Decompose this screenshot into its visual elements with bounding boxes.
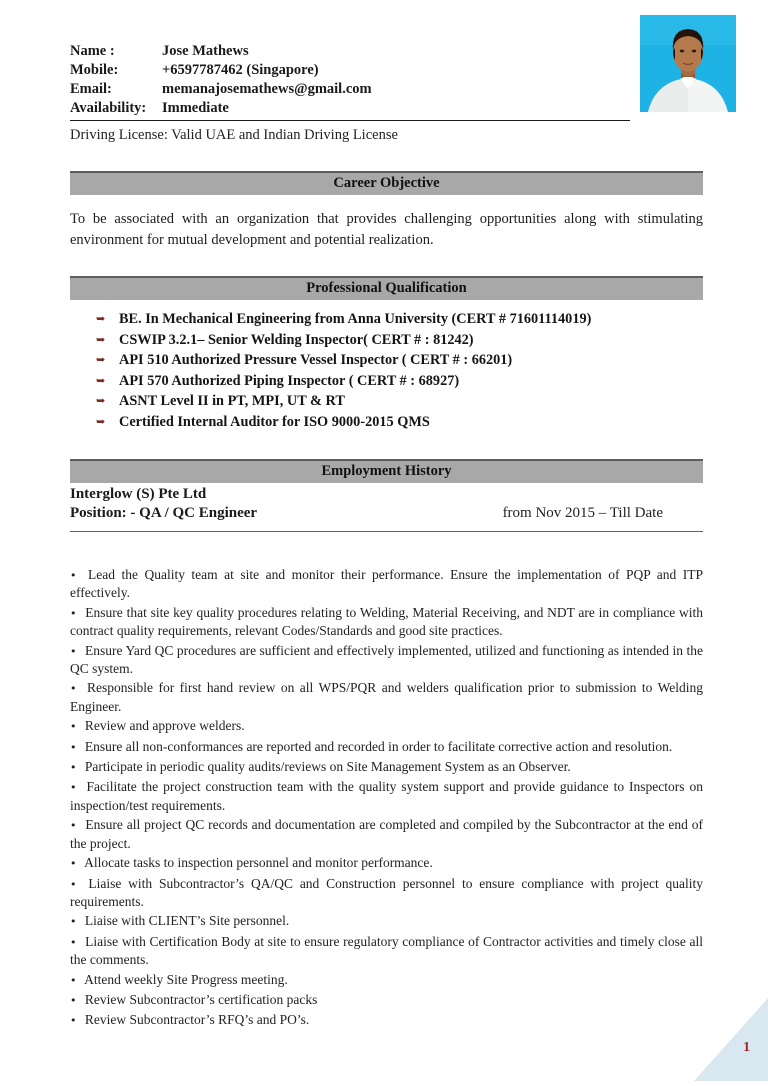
responsibility-item xyxy=(70,912,703,930)
section-header-professional-qualification: Professional Qualification xyxy=(70,276,703,300)
contact-row xyxy=(70,99,703,118)
contact-label: Availability: xyxy=(70,100,147,116)
responsibility-item xyxy=(70,933,703,969)
dot-bullet-icon: • xyxy=(70,781,77,795)
responsibility-text: Review Subcontractor’s RFQ’s and PO’s. xyxy=(84,1012,310,1028)
dot-bullet-icon: • xyxy=(70,973,77,987)
dot-bullet-icon: • xyxy=(70,569,77,582)
arrow-bullet-icon: ➥ xyxy=(96,373,106,387)
qualification-text: Certified Internal Auditor for ISO 9000-2015 QMS xyxy=(119,413,430,430)
contact-label: Mobile: xyxy=(70,62,119,78)
qualification-text: ASNT Level II in PT, MPI, UT & RT xyxy=(119,393,345,409)
employer-name: Interglow (S) Pte Ltd xyxy=(70,486,207,502)
dot-bullet-icon: • xyxy=(70,819,77,833)
qualification-item xyxy=(96,371,703,392)
responsibility-item xyxy=(70,1011,703,1029)
responsibility-text: Participate in periodic quality audits/reviews on Site Management System as an Observer. xyxy=(84,759,571,775)
arrow-bullet-icon: ➥ xyxy=(96,332,106,346)
contact-value: memanajosemathews@gmail.com xyxy=(162,81,372,97)
dot-bullet-icon: • xyxy=(70,915,77,929)
contact-label: Name : xyxy=(70,43,115,59)
responsibility-text: Ensure that site key quality procedures relating to Welding, Material Receiving, and NDT are in compliance with contract quality requirements, relevant Codes/Standards and good site practices. xyxy=(70,604,703,639)
responsibility-item xyxy=(70,758,703,776)
section-header-career-objective: Career Objective xyxy=(70,171,703,195)
dot-bullet-icon: • xyxy=(70,993,77,1007)
arrow-bullet-icon: ➥ xyxy=(96,394,106,407)
qualification-text: API 510 Authorized Pressure Vessel Inspector ( CERT # : 66201) xyxy=(119,352,513,368)
position-row xyxy=(70,504,703,523)
dot-bullet-icon: • xyxy=(70,644,77,658)
driving-license-line: Driving License: Valid UAE and Indian Driving License xyxy=(70,127,398,143)
responsibility-text: Liaise with Subcontractor’s QA/QC and Construction personnel to ensure compliance with project quality requirements. xyxy=(70,875,704,909)
resume-content xyxy=(70,42,703,1032)
responsibility-item xyxy=(70,854,703,872)
responsibility-text: Facilitate the project construction team with the quality system support and provide guidance to Inspectors on inspection/test requirements. xyxy=(70,779,704,813)
qualification-list xyxy=(96,309,703,432)
corner-triangle-decoration xyxy=(694,998,768,1081)
qualification-item xyxy=(96,330,703,351)
qualification-text: API 570 Authorized Piping Inspector ( CERT # : 68927) xyxy=(119,372,460,389)
responsibility-item xyxy=(70,679,703,715)
qualification-item xyxy=(96,412,703,433)
contact-value: Immediate xyxy=(162,100,229,116)
contact-row xyxy=(70,61,703,80)
contact-value: Jose Mathews xyxy=(162,43,249,59)
dot-bullet-icon: • xyxy=(70,1014,77,1028)
responsibility-item xyxy=(70,604,703,640)
employment-period: from Nov 2015 – Till Date xyxy=(502,505,663,521)
contact-row xyxy=(70,80,703,99)
qualification-item xyxy=(96,350,703,371)
responsibility-text: Ensure all non-conformances are reported and recorded in order to facilitate corrective action and resolution. xyxy=(84,738,673,754)
responsibility-text: Review Subcontractor’s certification packs xyxy=(84,991,318,1007)
contact-label: Email: xyxy=(70,81,112,97)
arrow-bullet-icon: ➥ xyxy=(96,353,106,366)
dot-bullet-icon: • xyxy=(70,720,77,734)
responsibility-text: Responsible for first hand review on all WPS/PQR and welders qualification prior to submission to Welding Engineer. xyxy=(70,680,704,714)
arrow-bullet-icon: ➥ xyxy=(96,312,106,325)
contact-value: +6597787462 (Singapore) xyxy=(162,62,319,78)
responsibility-item xyxy=(70,738,703,756)
responsibility-text: Lead the Quality team at site and monitor their performance. Ensure the implementation of PQP and ITP effectively. xyxy=(70,567,704,601)
responsibility-item xyxy=(70,778,703,814)
contact-info xyxy=(70,42,703,118)
responsibility-text: Liaise with Certification Body at site to ensure regulatory compliance of Contractor activities and timely close all the comments. xyxy=(70,933,704,968)
section-header-employment-history: Employment History xyxy=(70,459,703,483)
dot-bullet-icon: • xyxy=(70,935,77,949)
arrow-bullet-icon: ➥ xyxy=(96,414,106,428)
qualification-item xyxy=(96,309,703,330)
responsibility-text: Attend weekly Site Progress meeting. xyxy=(84,971,288,987)
responsibility-item xyxy=(70,971,703,989)
position-title: Position: - QA / QC Engineer xyxy=(70,505,258,521)
qualification-text: CSWIP 3.2.1– Senior Welding Inspector( CERT # : 81242) xyxy=(119,331,474,348)
employment-divider xyxy=(70,531,703,532)
dot-bullet-icon: • xyxy=(70,877,77,891)
responsibility-item xyxy=(70,991,703,1009)
header-divider xyxy=(70,120,630,121)
responsibility-item xyxy=(70,642,703,678)
responsibility-text: Allocate tasks to inspection personnel and monitor performance. xyxy=(84,855,433,871)
responsibilities-list xyxy=(70,566,703,1030)
dot-bullet-icon: • xyxy=(70,682,77,696)
responsibility-text: Review and approve welders. xyxy=(84,718,245,734)
qualification-text: BE. In Mechanical Engineering from Anna University (CERT # 71601114019) xyxy=(119,311,592,327)
dot-bullet-icon: • xyxy=(70,857,77,871)
responsibility-item xyxy=(70,816,703,852)
page-number: 1 xyxy=(743,1039,750,1054)
dot-bullet-icon: • xyxy=(70,761,77,775)
responsibility-item xyxy=(70,875,703,911)
responsibility-text: Ensure Yard QC procedures are sufficient and effectively implemented, utilized and functioning as intended in the QC system. xyxy=(70,642,703,677)
responsibility-item xyxy=(70,717,703,735)
dot-bullet-icon: • xyxy=(70,606,77,620)
responsibility-text: Ensure all project QC records and documentation are completed and compiled by the Subcontractor at the end of the project. xyxy=(70,817,703,851)
responsibility-text: Liaise with CLIENT’s Site personnel. xyxy=(84,913,290,929)
contact-row xyxy=(70,42,703,61)
career-objective-text: To be associated with an organization that provides challenging opportunities along with stimulating environment for mutual development and potential realization. xyxy=(70,211,703,248)
dot-bullet-icon: • xyxy=(70,740,77,754)
responsibility-item xyxy=(70,566,703,602)
qualification-item xyxy=(96,391,703,412)
